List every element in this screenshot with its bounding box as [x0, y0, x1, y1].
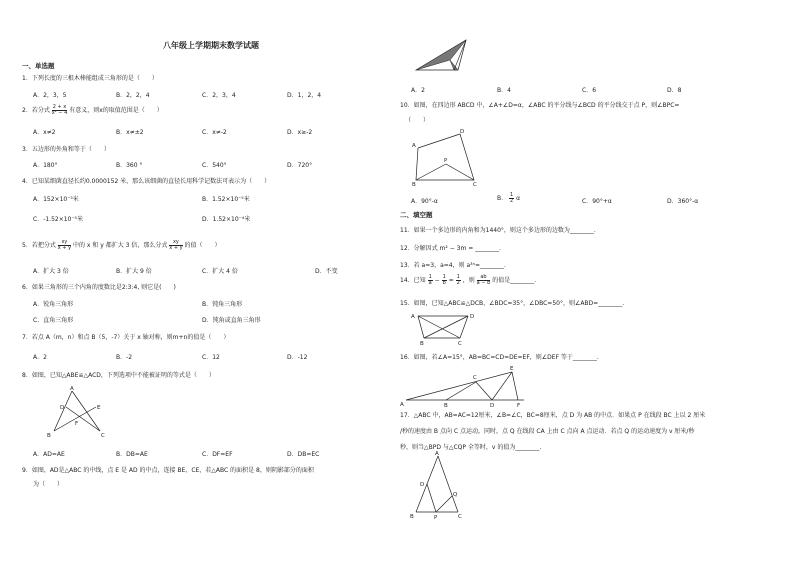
- q10-option-b[interactable]: [497, 193, 520, 204]
- q10-label-p: P: [444, 158, 448, 164]
- q8-label-e: E: [97, 405, 101, 411]
- question-13: 13．若 a=3，a=4，则 a³ⁿ=________.: [400, 262, 506, 269]
- q15-label-a: A: [411, 314, 415, 320]
- question-10-cont: （ ）: [405, 117, 430, 124]
- q8-option-b[interactable]: B．DB=AE: [116, 451, 148, 458]
- q7-option-c[interactable]: C．12: [202, 354, 220, 361]
- q14-fraction-2: [442, 275, 447, 286]
- q5-option-d[interactable]: D．不变: [315, 268, 338, 275]
- q10-label-c: C: [473, 182, 477, 188]
- q10-option-a[interactable]: A．90°-α: [411, 198, 438, 205]
- q9-option-b[interactable]: B．4: [497, 87, 511, 94]
- q17-label-d: D: [420, 482, 425, 488]
- q16-label-b: B: [444, 403, 448, 409]
- question-9-cont: 为（ ）: [33, 481, 64, 488]
- q8-label-f: F: [75, 421, 79, 427]
- q10-figure: [412, 128, 482, 186]
- q17-figure: [408, 452, 468, 520]
- question-10: 10．如图，在四边形 ABCD 中，∠A+∠D=α，∠ABC 的平分线与∠BCD 的平分线交于点 P，则∠BPC=: [400, 102, 680, 109]
- q14-f2-den: b: [442, 280, 446, 286]
- question-17-cont-1: /秒的速度由 B 点向 C 点运动，同时，点 Q 在线段 CA 上由 C 点向 A 点运动．若点 Q 的运动速度为 v 厘米/秒: [400, 428, 695, 435]
- q5-fraction-1-numerator: xy: [58, 240, 71, 246]
- section-heading-fill-in: 二、填空题: [400, 211, 433, 219]
- q10-option-b-fraction: [509, 193, 514, 204]
- q8-label-c: C: [101, 433, 105, 439]
- q1-option-c[interactable]: C．2，3，4: [202, 92, 236, 99]
- q14-f1-den: a: [428, 280, 432, 286]
- question-17: 17．△ABC 中，AB=AC=12厘米，∠B=∠C，BC=8厘米，点 D 为 AB 的中点．如果点 P 在线段 BC 上以 2 厘米: [400, 412, 706, 419]
- q5-fraction-2-denominator: x + y: [169, 245, 183, 251]
- q5-fraction-2-numerator: xy: [169, 240, 182, 246]
- q16-label-e: E: [510, 366, 514, 372]
- question-6: 6．如果三角形的三个内角的度数比是2:3:4, 则它是( ): [22, 284, 176, 291]
- q5-fraction-1-denominator: x + y: [57, 245, 72, 251]
- q10-option-b-denominator: 2: [510, 198, 514, 204]
- q14-text-mid: ，则: [462, 277, 475, 284]
- q2-option-d[interactable]: D．x≥-2: [287, 129, 313, 136]
- q15-label-c: C: [458, 341, 462, 347]
- question-11: 11．如果一个多边形的内角和为1440°，则这个多边形的边数为________.: [400, 227, 596, 234]
- q9-option-a[interactable]: A．2: [411, 87, 425, 94]
- q4-option-b[interactable]: B．1.52×10⁻⁵米: [202, 196, 250, 203]
- q3-option-d[interactable]: D．720°: [287, 162, 313, 169]
- q4-option-c[interactable]: C．-1.52×10⁻⁵米: [33, 216, 83, 223]
- q17-label-p: P: [434, 515, 438, 521]
- question-15: 15．如图，已知△ABC≌△DCB，∠BDC=35°，∠DBC=50°，则∠ABD=________.: [400, 300, 625, 307]
- page-title: 八年级上学期期末数学试题: [163, 41, 259, 50]
- question-9: 9．如图，AD是△ABC 的中线，点 E 是 AD 的中点，连接 BE、CE，若△ABC 的面积是 8，则阴影部分的面积: [22, 467, 314, 474]
- q16-figure: [400, 364, 530, 408]
- q17-label-c: C: [458, 514, 462, 520]
- q2-text-post: 有意义，则x的取值范围是（ ）: [69, 107, 163, 114]
- q2-fraction-numerator: 2 + x: [52, 104, 67, 110]
- q6-option-b[interactable]: B．钝角三角形: [202, 301, 243, 308]
- q5-text-mid: 中的 x 和 y 都扩大 3 倍，那么分式: [72, 242, 168, 249]
- q10-label-d: D: [460, 129, 465, 135]
- q9-option-d[interactable]: D．8: [667, 87, 682, 94]
- question-12: 12．分解因式 m² − 3m = ________.: [400, 245, 502, 252]
- q14-fraction-4: [477, 275, 491, 286]
- q17-label-q: Q: [453, 492, 458, 498]
- question-17-cont-2: 秒，则当△BPD 与△CQP 全等时，v 的值为________.: [400, 444, 542, 451]
- q10-label-b: B: [412, 182, 416, 188]
- q2-option-c[interactable]: C．x≠-2: [202, 129, 227, 136]
- q17-label-a: A: [435, 451, 439, 457]
- q5-text-post: 的值（ ）: [184, 242, 221, 249]
- q16-label-f: F: [517, 403, 521, 409]
- question-8: 8．如图，已知△ABE≌△ACD，下列选项中不能被证明的等式是（ ）: [22, 372, 215, 379]
- q5-fraction-1: [58, 240, 71, 251]
- section-heading-single-choice: 一、单选题: [22, 62, 55, 70]
- q3-option-c[interactable]: C．540°: [202, 162, 227, 169]
- question-16: 16．如图，若∠A=15°，AB=BC=CD=DE=EF，则∠DEF 等于________.: [400, 354, 599, 361]
- q8-label-b: B: [47, 433, 51, 439]
- q8-label-a: A: [70, 386, 74, 392]
- q14-f2-num: 1: [442, 274, 446, 280]
- q3-option-a[interactable]: A．180°: [33, 162, 58, 169]
- question-14: 14．已知 $\frac{1}{a}$ − $\frac{1}{b}$ = $\frac{1}{2}$ ，则 $\frac{ab}{a - b}$ 的值是________.: [400, 274, 537, 286]
- q8-option-d[interactable]: D．DB=EC: [287, 451, 320, 458]
- q4-option-a[interactable]: A．152×10⁻⁵米: [33, 196, 79, 203]
- question-1: 1．下列长度的三根木棒能组成三角形的是（ ）: [22, 75, 158, 82]
- q2-fraction: [52, 105, 68, 116]
- q14-f1-num: 1: [428, 274, 432, 280]
- q10-label-a: A: [412, 143, 416, 149]
- q15-label-d: D: [470, 314, 475, 320]
- q8-option-c[interactable]: C．DF=EF: [202, 451, 233, 458]
- q5-fraction-2: [169, 240, 182, 251]
- q15-figure: [410, 310, 476, 346]
- q16-label-c: C: [473, 375, 477, 381]
- q1-option-a[interactable]: A．2，3，5: [33, 92, 67, 99]
- q10-option-d[interactable]: D．360°-α: [667, 198, 699, 205]
- q10-option-c[interactable]: C．90°+α: [582, 198, 612, 205]
- q8-option-a[interactable]: A．AD=AE: [33, 451, 65, 458]
- q10-option-b-numerator: 1: [510, 192, 514, 198]
- q16-label-d: D: [490, 403, 495, 409]
- q16-label-a: A: [400, 402, 404, 408]
- q1-option-d[interactable]: D．1，2，4: [287, 92, 322, 99]
- q15-label-b: B: [420, 341, 424, 347]
- q14-text-end: 的值是________.: [492, 277, 537, 284]
- q9-option-c[interactable]: C．6: [582, 87, 597, 94]
- q9-figure: [410, 38, 470, 78]
- q5-option-c[interactable]: C．扩大 4 倍: [202, 268, 238, 275]
- q5-option-b[interactable]: B．扩大 9 倍: [116, 268, 152, 275]
- q8-label-d: D: [60, 405, 65, 411]
- q1-option-b[interactable]: B．2，2，4: [116, 92, 150, 99]
- q2-option-a[interactable]: A．x≠2: [33, 129, 56, 136]
- q3-option-b[interactable]: B．360 °: [116, 162, 143, 169]
- q6-option-c[interactable]: C．直角三角形: [33, 317, 74, 324]
- q14-text-pre: 14．已知: [400, 277, 426, 284]
- question-5: [22, 240, 221, 251]
- question-4: 4．已知某细菌直径长约0.0000152 米，那么该细菌的直径长用科学记数法可表示为（ ）: [22, 178, 271, 185]
- q2-text-pre: 2．若分式: [22, 107, 50, 114]
- q7-option-d[interactable]: D．-12: [287, 354, 308, 361]
- q4-option-d[interactable]: D．1.52×10⁻⁴米: [202, 216, 251, 223]
- q7-option-a[interactable]: A．2: [33, 354, 47, 361]
- q6-option-d[interactable]: D．钝角或直角三角形: [202, 317, 261, 324]
- q14-f4-num: ab: [477, 275, 491, 281]
- q14-f3-den: 2: [456, 280, 460, 286]
- q10-option-b-tail: α: [516, 195, 521, 202]
- q6-option-a[interactable]: A．锐角三角形: [33, 301, 74, 308]
- q17-label-b: B: [410, 514, 414, 520]
- q14-f3-num: 1: [456, 274, 460, 280]
- q7-option-b[interactable]: B．-2: [116, 354, 133, 361]
- q14-fraction-3: [456, 275, 461, 286]
- q5-text-pre: 5．若把分式: [22, 242, 56, 249]
- q10-option-b-letter: B．: [497, 195, 508, 202]
- question-7: 7．若点 A（m，n）和点 B（5，-7）关于 x 轴对称，则m+n的值是（ ）: [22, 334, 230, 341]
- question-3: 3．五边形的外角和等于（ ）: [22, 146, 110, 153]
- q2-fraction-denominator: x² − 4: [51, 110, 68, 116]
- q8-figure: [44, 385, 114, 441]
- q2-option-b[interactable]: B．x≠±2: [116, 129, 144, 136]
- q14-fraction-1: [428, 275, 433, 286]
- q5-option-a[interactable]: A．扩大 3 倍: [33, 268, 69, 275]
- q14-f4-den: a − b: [476, 280, 491, 286]
- question-2: [22, 105, 163, 116]
